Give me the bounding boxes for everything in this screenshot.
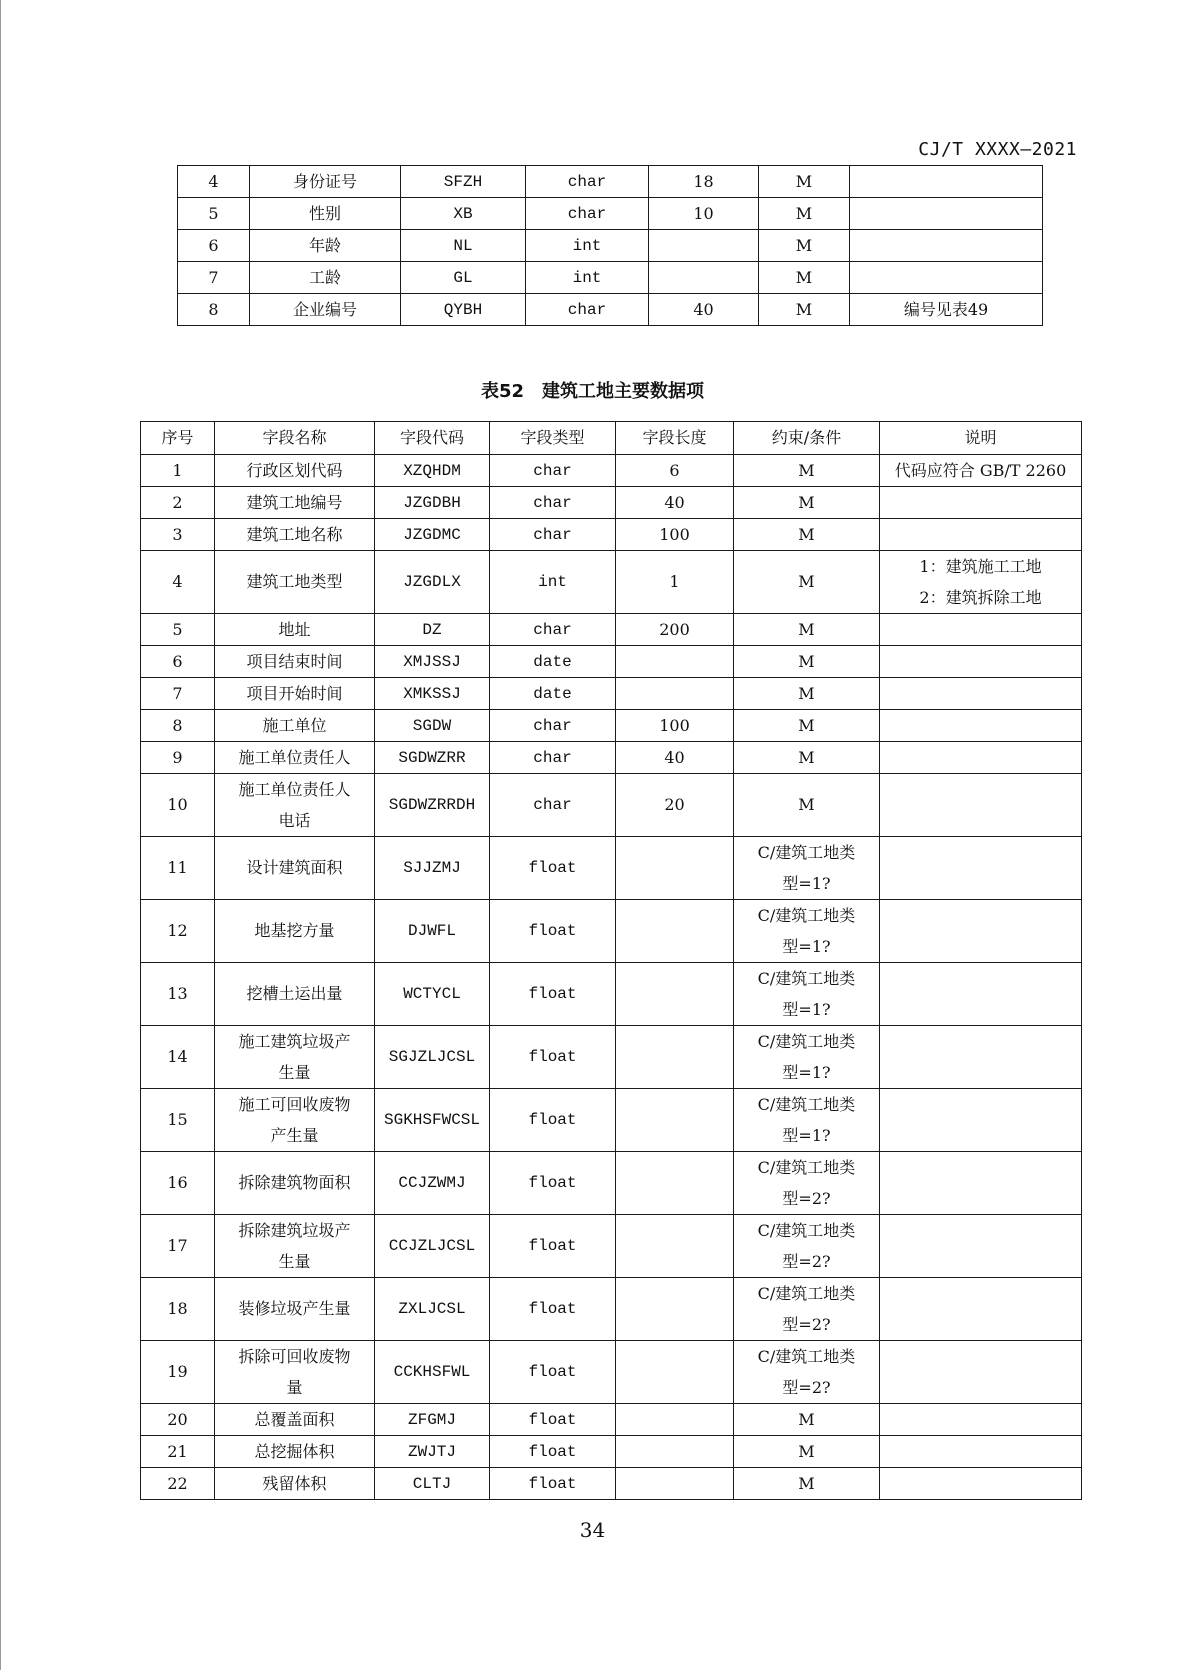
field-code-cell: CLTJ	[375, 1468, 490, 1500]
description-cell	[880, 1436, 1082, 1468]
field-code-cell: CCJZLJCSL	[375, 1215, 490, 1278]
field-name-cell: 拆除可回收废物 量	[215, 1341, 375, 1404]
table-row	[141, 1404, 1082, 1436]
field-length-cell	[616, 1436, 734, 1468]
field-type-cell: float	[490, 1026, 616, 1089]
field-code-cell: XB	[401, 198, 526, 230]
field-length-cell: 100	[616, 710, 734, 742]
description-cell	[850, 166, 1043, 198]
table-row	[141, 487, 1082, 519]
field-name-cell: 总挖掘体积	[215, 1436, 375, 1468]
field-length-cell: 1	[616, 551, 734, 614]
table-row	[141, 678, 1082, 710]
constraint-cell: M	[734, 487, 880, 519]
field-code-cell: XMJSSJ	[375, 646, 490, 678]
field-name-cell: 施工单位	[215, 710, 375, 742]
field-name-cell: 性别	[250, 198, 401, 230]
constraint-cell: M	[734, 646, 880, 678]
field-type-cell: float	[490, 1468, 616, 1500]
seq-cell: 7	[178, 262, 250, 294]
field-code-cell: WCTYCL	[375, 963, 490, 1026]
seq-cell: 14	[141, 1026, 215, 1089]
description-cell: 编号见表49	[850, 294, 1043, 326]
description-cell	[880, 774, 1082, 837]
field-length-cell	[616, 1341, 734, 1404]
field-length-cell	[616, 1278, 734, 1341]
description-cell	[880, 614, 1082, 646]
constraint-cell: M	[759, 166, 850, 198]
description-cell	[850, 230, 1043, 262]
table-row	[141, 1278, 1082, 1341]
header-cell: 说明	[880, 422, 1082, 455]
field-type-cell: date	[490, 678, 616, 710]
description-cell	[880, 742, 1082, 774]
field-code-cell: NL	[401, 230, 526, 262]
header-cell: 字段名称	[215, 422, 375, 455]
field-code-cell: SGDWZRRDH	[375, 774, 490, 837]
field-length-cell	[616, 646, 734, 678]
description-cell	[880, 1278, 1082, 1341]
field-name-cell: 施工单位责任人	[215, 742, 375, 774]
field-length-cell: 40	[616, 742, 734, 774]
field-name-cell: 建筑工地编号	[215, 487, 375, 519]
field-code-cell: QYBH	[401, 294, 526, 326]
field-code-cell: GL	[401, 262, 526, 294]
constraint-cell: C/建筑工地类 型=2?	[734, 1152, 880, 1215]
seq-cell: 6	[178, 230, 250, 262]
table-caption-number: 表52	[480, 381, 525, 402]
field-name-cell: 年龄	[250, 230, 401, 262]
field-name-cell: 企业编号	[250, 294, 401, 326]
field-name-cell: 工龄	[250, 262, 401, 294]
constraint-cell: C/建筑工地类 型=1?	[734, 1026, 880, 1089]
field-type-cell: float	[490, 900, 616, 963]
seq-cell: 2	[141, 487, 215, 519]
table-row	[141, 900, 1082, 963]
table-caption	[0, 377, 1185, 403]
seq-cell: 19	[141, 1341, 215, 1404]
constraint-cell: M	[734, 678, 880, 710]
constraint-cell: M	[759, 230, 850, 262]
description-cell	[850, 262, 1043, 294]
table-row	[141, 1089, 1082, 1152]
field-code-cell: ZXLJCSL	[375, 1278, 490, 1341]
field-length-cell: 20	[616, 774, 734, 837]
field-name-cell: 身份证号	[250, 166, 401, 198]
constraint-cell: M	[734, 1436, 880, 1468]
field-type-cell: float	[490, 1404, 616, 1436]
seq-cell: 18	[141, 1278, 215, 1341]
data-items-table	[140, 421, 1082, 1500]
table-row	[141, 1152, 1082, 1215]
field-length-cell	[616, 900, 734, 963]
field-code-cell: CCJZWMJ	[375, 1152, 490, 1215]
field-name-cell: 拆除建筑物面积	[215, 1152, 375, 1215]
seq-cell: 4	[178, 166, 250, 198]
field-name-cell: 挖槽土运出量	[215, 963, 375, 1026]
seq-cell: 15	[141, 1089, 215, 1152]
constraint-cell: M	[759, 198, 850, 230]
field-name-cell: 行政区划代码	[215, 455, 375, 487]
field-name-cell: 建筑工地类型	[215, 551, 375, 614]
seq-cell: 8	[141, 710, 215, 742]
field-name-cell: 施工单位责任人 电话	[215, 774, 375, 837]
field-type-cell: char	[526, 294, 649, 326]
constraint-cell: M	[734, 742, 880, 774]
table-row	[178, 262, 1043, 294]
page-number: 34	[579, 1518, 606, 1542]
seq-cell: 1	[141, 455, 215, 487]
seq-cell: 5	[141, 614, 215, 646]
field-length-cell: 6	[616, 455, 734, 487]
field-name-cell: 设计建筑面积	[215, 837, 375, 900]
field-code-cell: DZ	[375, 614, 490, 646]
seq-cell: 5	[178, 198, 250, 230]
description-cell	[880, 1341, 1082, 1404]
field-type-cell: float	[490, 1341, 616, 1404]
header-cell: 序号	[141, 422, 215, 455]
field-type-cell: float	[490, 1215, 616, 1278]
page-edge	[0, 0, 1, 1670]
table-row	[178, 166, 1043, 198]
seq-cell: 7	[141, 678, 215, 710]
constraint-cell: M	[759, 294, 850, 326]
description-cell	[880, 1152, 1082, 1215]
seq-cell: 6	[141, 646, 215, 678]
field-length-cell	[616, 1468, 734, 1500]
description-cell	[880, 1404, 1082, 1436]
seq-cell: 9	[141, 742, 215, 774]
seq-cell: 16	[141, 1152, 215, 1215]
field-code-cell: SGKHSFWCSL	[375, 1089, 490, 1152]
field-length-cell	[616, 837, 734, 900]
constraint-cell: C/建筑工地类 型=2?	[734, 1278, 880, 1341]
constraint-cell: C/建筑工地类 型=2?	[734, 1215, 880, 1278]
field-name-cell: 总覆盖面积	[215, 1404, 375, 1436]
constraint-cell: M	[734, 455, 880, 487]
field-code-cell: SGDW	[375, 710, 490, 742]
field-type-cell: char	[490, 487, 616, 519]
table-row	[141, 551, 1082, 614]
field-name-cell: 残留体积	[215, 1468, 375, 1500]
header-cell: 字段类型	[490, 422, 616, 455]
field-type-cell: char	[490, 455, 616, 487]
field-code-cell: ZWJTJ	[375, 1436, 490, 1468]
constraint-cell: M	[734, 710, 880, 742]
field-code-cell: SFZH	[401, 166, 526, 198]
field-length-cell	[616, 1026, 734, 1089]
description-cell	[880, 710, 1082, 742]
table-row	[141, 614, 1082, 646]
field-code-cell: JZGDBH	[375, 487, 490, 519]
description-cell	[880, 646, 1082, 678]
table-row	[141, 1341, 1082, 1404]
description-cell	[880, 678, 1082, 710]
seq-cell: 4	[141, 551, 215, 614]
field-length-cell: 40	[649, 294, 759, 326]
description-cell	[880, 1089, 1082, 1152]
constraint-cell: M	[734, 1468, 880, 1500]
field-name-cell: 项目开始时间	[215, 678, 375, 710]
field-length-cell: 200	[616, 614, 734, 646]
table-row	[141, 710, 1082, 742]
table-row	[141, 837, 1082, 900]
table-row	[178, 294, 1043, 326]
table-row	[141, 963, 1082, 1026]
field-type-cell: char	[490, 614, 616, 646]
constraint-cell: C/建筑工地类 型=2?	[734, 1341, 880, 1404]
field-name-cell: 装修垃圾产生量	[215, 1278, 375, 1341]
constraint-cell: M	[734, 774, 880, 837]
field-length-cell: 100	[616, 519, 734, 551]
seq-cell: 8	[178, 294, 250, 326]
table-row	[141, 1436, 1082, 1468]
field-code-cell: SGJZLJCSL	[375, 1026, 490, 1089]
field-type-cell: int	[526, 262, 649, 294]
field-length-cell	[616, 963, 734, 1026]
constraint-cell: M	[734, 519, 880, 551]
field-length-cell	[616, 678, 734, 710]
field-code-cell: CCKHSFWL	[375, 1341, 490, 1404]
table-caption-title: 建筑工地主要数据项	[542, 381, 705, 402]
seq-cell: 10	[141, 774, 215, 837]
field-type-cell: char	[526, 198, 649, 230]
constraint-cell: M	[759, 262, 850, 294]
field-length-cell	[649, 230, 759, 262]
field-code-cell: ZFGMJ	[375, 1404, 490, 1436]
field-code-cell: SGDWZRR	[375, 742, 490, 774]
table-row	[141, 646, 1082, 678]
table-row	[141, 1468, 1082, 1500]
field-type-cell: float	[490, 1278, 616, 1341]
field-name-cell: 施工建筑垃圾产 生量	[215, 1026, 375, 1089]
field-name-cell: 地址	[215, 614, 375, 646]
field-length-cell	[649, 262, 759, 294]
description-cell	[880, 519, 1082, 551]
seq-cell: 13	[141, 963, 215, 1026]
field-code-cell: XZQHDM	[375, 455, 490, 487]
constraint-cell: M	[734, 614, 880, 646]
field-type-cell: int	[490, 551, 616, 614]
table-row	[178, 230, 1043, 262]
seq-cell: 20	[141, 1404, 215, 1436]
header-cell: 约束/条件	[734, 422, 880, 455]
field-length-cell	[616, 1215, 734, 1278]
description-cell	[880, 1215, 1082, 1278]
field-type-cell: float	[490, 837, 616, 900]
field-length-cell	[616, 1404, 734, 1436]
field-type-cell: float	[490, 1152, 616, 1215]
field-name-cell: 建筑工地名称	[215, 519, 375, 551]
field-type-cell: int	[526, 230, 649, 262]
table-header-row	[141, 422, 1082, 455]
field-type-cell: float	[490, 1436, 616, 1468]
table-row	[141, 455, 1082, 487]
continued-table	[177, 165, 1043, 326]
table-row	[141, 1215, 1082, 1278]
field-type-cell: char	[490, 710, 616, 742]
field-length-cell	[616, 1152, 734, 1215]
field-name-cell: 施工可回收废物 产生量	[215, 1089, 375, 1152]
field-name-cell: 项目结束时间	[215, 646, 375, 678]
field-type-cell: float	[490, 963, 616, 1026]
description-cell	[880, 1468, 1082, 1500]
seq-cell: 22	[141, 1468, 215, 1500]
table-row	[178, 198, 1043, 230]
table-row	[141, 519, 1082, 551]
field-code-cell: JZGDLX	[375, 551, 490, 614]
description-cell	[880, 963, 1082, 1026]
field-type-cell: date	[490, 646, 616, 678]
field-type-cell: char	[526, 166, 649, 198]
description-cell: 1：建筑施工工地 2：建筑拆除工地	[880, 551, 1082, 614]
field-type-cell: float	[490, 1089, 616, 1152]
description-cell	[880, 1026, 1082, 1089]
seq-cell: 21	[141, 1436, 215, 1468]
standard-code: CJ/T XXXX—2021	[918, 139, 1077, 160]
constraint-cell: C/建筑工地类 型=1?	[734, 1089, 880, 1152]
field-code-cell: DJWFL	[375, 900, 490, 963]
constraint-cell: C/建筑工地类 型=1?	[734, 963, 880, 1026]
table-row	[141, 1026, 1082, 1089]
field-length-cell: 10	[649, 198, 759, 230]
table-row	[141, 742, 1082, 774]
table-row	[141, 774, 1082, 837]
constraint-cell: C/建筑工地类 型=1?	[734, 837, 880, 900]
seq-cell: 11	[141, 837, 215, 900]
constraint-cell: C/建筑工地类 型=1?	[734, 900, 880, 963]
seq-cell: 12	[141, 900, 215, 963]
description-cell	[880, 900, 1082, 963]
header-cell: 字段代码	[375, 422, 490, 455]
field-type-cell: char	[490, 774, 616, 837]
field-length-cell: 18	[649, 166, 759, 198]
field-code-cell: JZGDMC	[375, 519, 490, 551]
field-code-cell: XMKSSJ	[375, 678, 490, 710]
field-type-cell: char	[490, 519, 616, 551]
field-length-cell	[616, 1089, 734, 1152]
field-name-cell: 地基挖方量	[215, 900, 375, 963]
description-cell	[880, 487, 1082, 519]
field-length-cell: 40	[616, 487, 734, 519]
header-cell: 字段长度	[616, 422, 734, 455]
seq-cell: 3	[141, 519, 215, 551]
field-type-cell: char	[490, 742, 616, 774]
seq-cell: 17	[141, 1215, 215, 1278]
constraint-cell: M	[734, 551, 880, 614]
constraint-cell: M	[734, 1404, 880, 1436]
description-cell	[880, 837, 1082, 900]
field-name-cell: 拆除建筑垃圾产 生量	[215, 1215, 375, 1278]
field-code-cell: SJJZMJ	[375, 837, 490, 900]
description-cell: 代码应符合 GB/T 2260	[880, 455, 1082, 487]
description-cell	[850, 198, 1043, 230]
